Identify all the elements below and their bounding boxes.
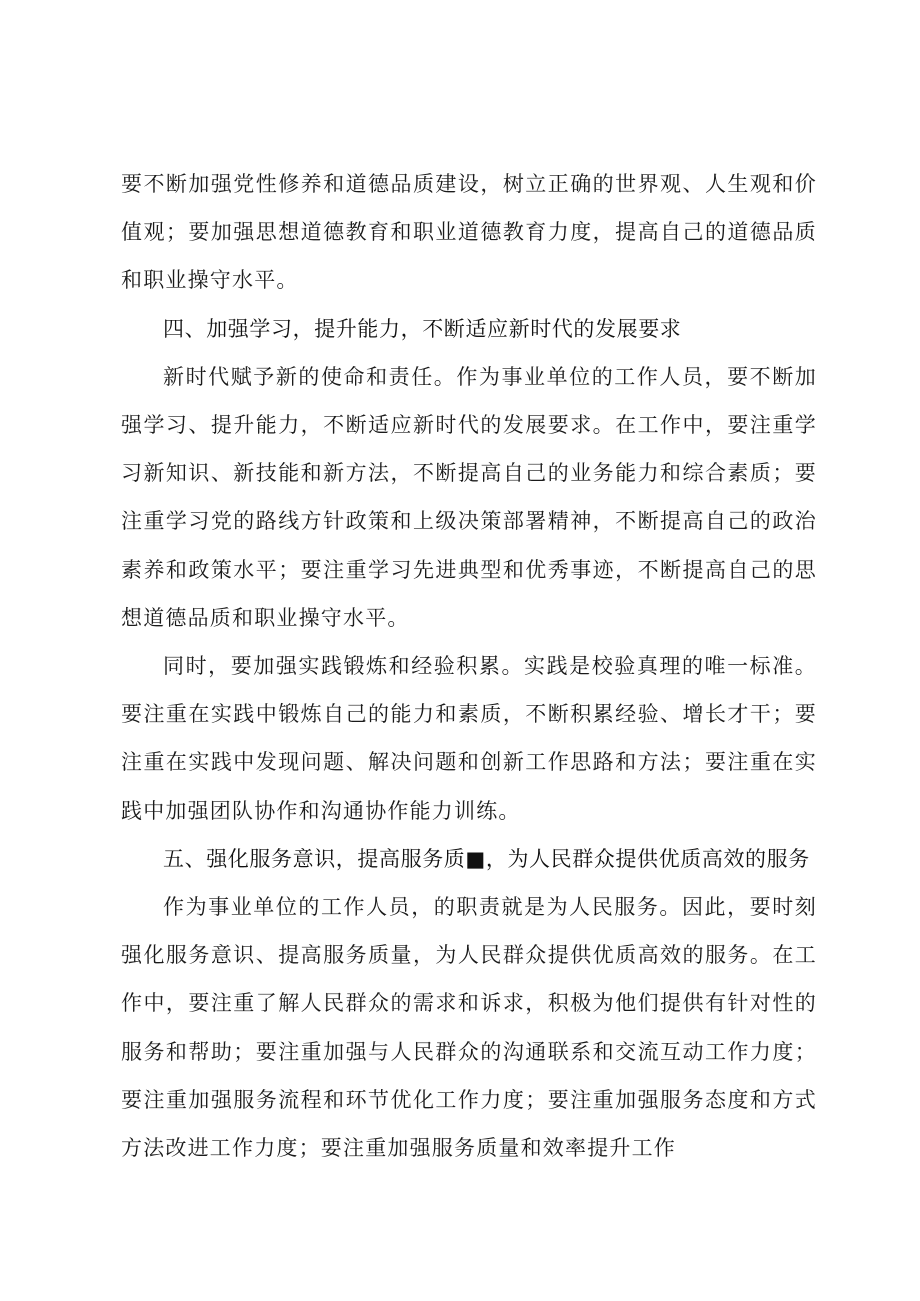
paragraph-continued: 要不断加强党性修养和道德品质建设，树立正确的世界观、人生观和价值观；要加强思想道德教育和职业道德教育力度，提高自己的道德品质和职业操守水平。 (121, 172, 817, 293)
section-heading-4: 四、加强学习，提升能力，不断适应新时代的发展要求 (163, 316, 682, 341)
paragraph-learning: 新时代赋予新的使命和责任。作为事业单位的工作人员，要不断加强学习、提升能力，不断适应新时代的发展要求。在工作中，要注重学习新知识、新技能和新方法，不断提高自己的业务能力和综合素质；要注重学习党的路线方针政策和上级决策部署精神，不断提高自己的政治素养和政策水平；要注重学习先进典型和优秀事迹，不断提高自己的思想道德品质和职业操守水平。 (121, 364, 817, 630)
paragraph-service: 作为事业单位的工作人员，的职责就是为人民服务。因此，要时刻强化服务意识、提高服务质量，为人民群众提供优质高效的服务。在工作中，要注重了解人民群众的需求和诉求，积极为他们提供有针对性的服务和帮助；要注重加强与人民群众的沟通联系和交流互动工作力度；要注重加强服务流程和环节优化工作力度；要注重加强服务态度和方式方法改进工作力度；要注重加强服务质量和效率提升工作 (121, 895, 817, 1161)
section-heading-5: 五、强化服务意识，提高服务质■，为人民群众提供优质高效的服务 (163, 846, 810, 871)
paragraph-practice: 同时，要加强实践锻炼和经验积累。实践是校验真理的唯一标准。要注重在实践中锻炼自己的能力和素质，不断积累经验、增长才干；要注重在实践中发现问题、解决问题和创新工作思路和方法；要注重在实践中加强团队协作和沟通协作能力训练。 (121, 654, 817, 823)
document-body (121, 160, 817, 1172)
